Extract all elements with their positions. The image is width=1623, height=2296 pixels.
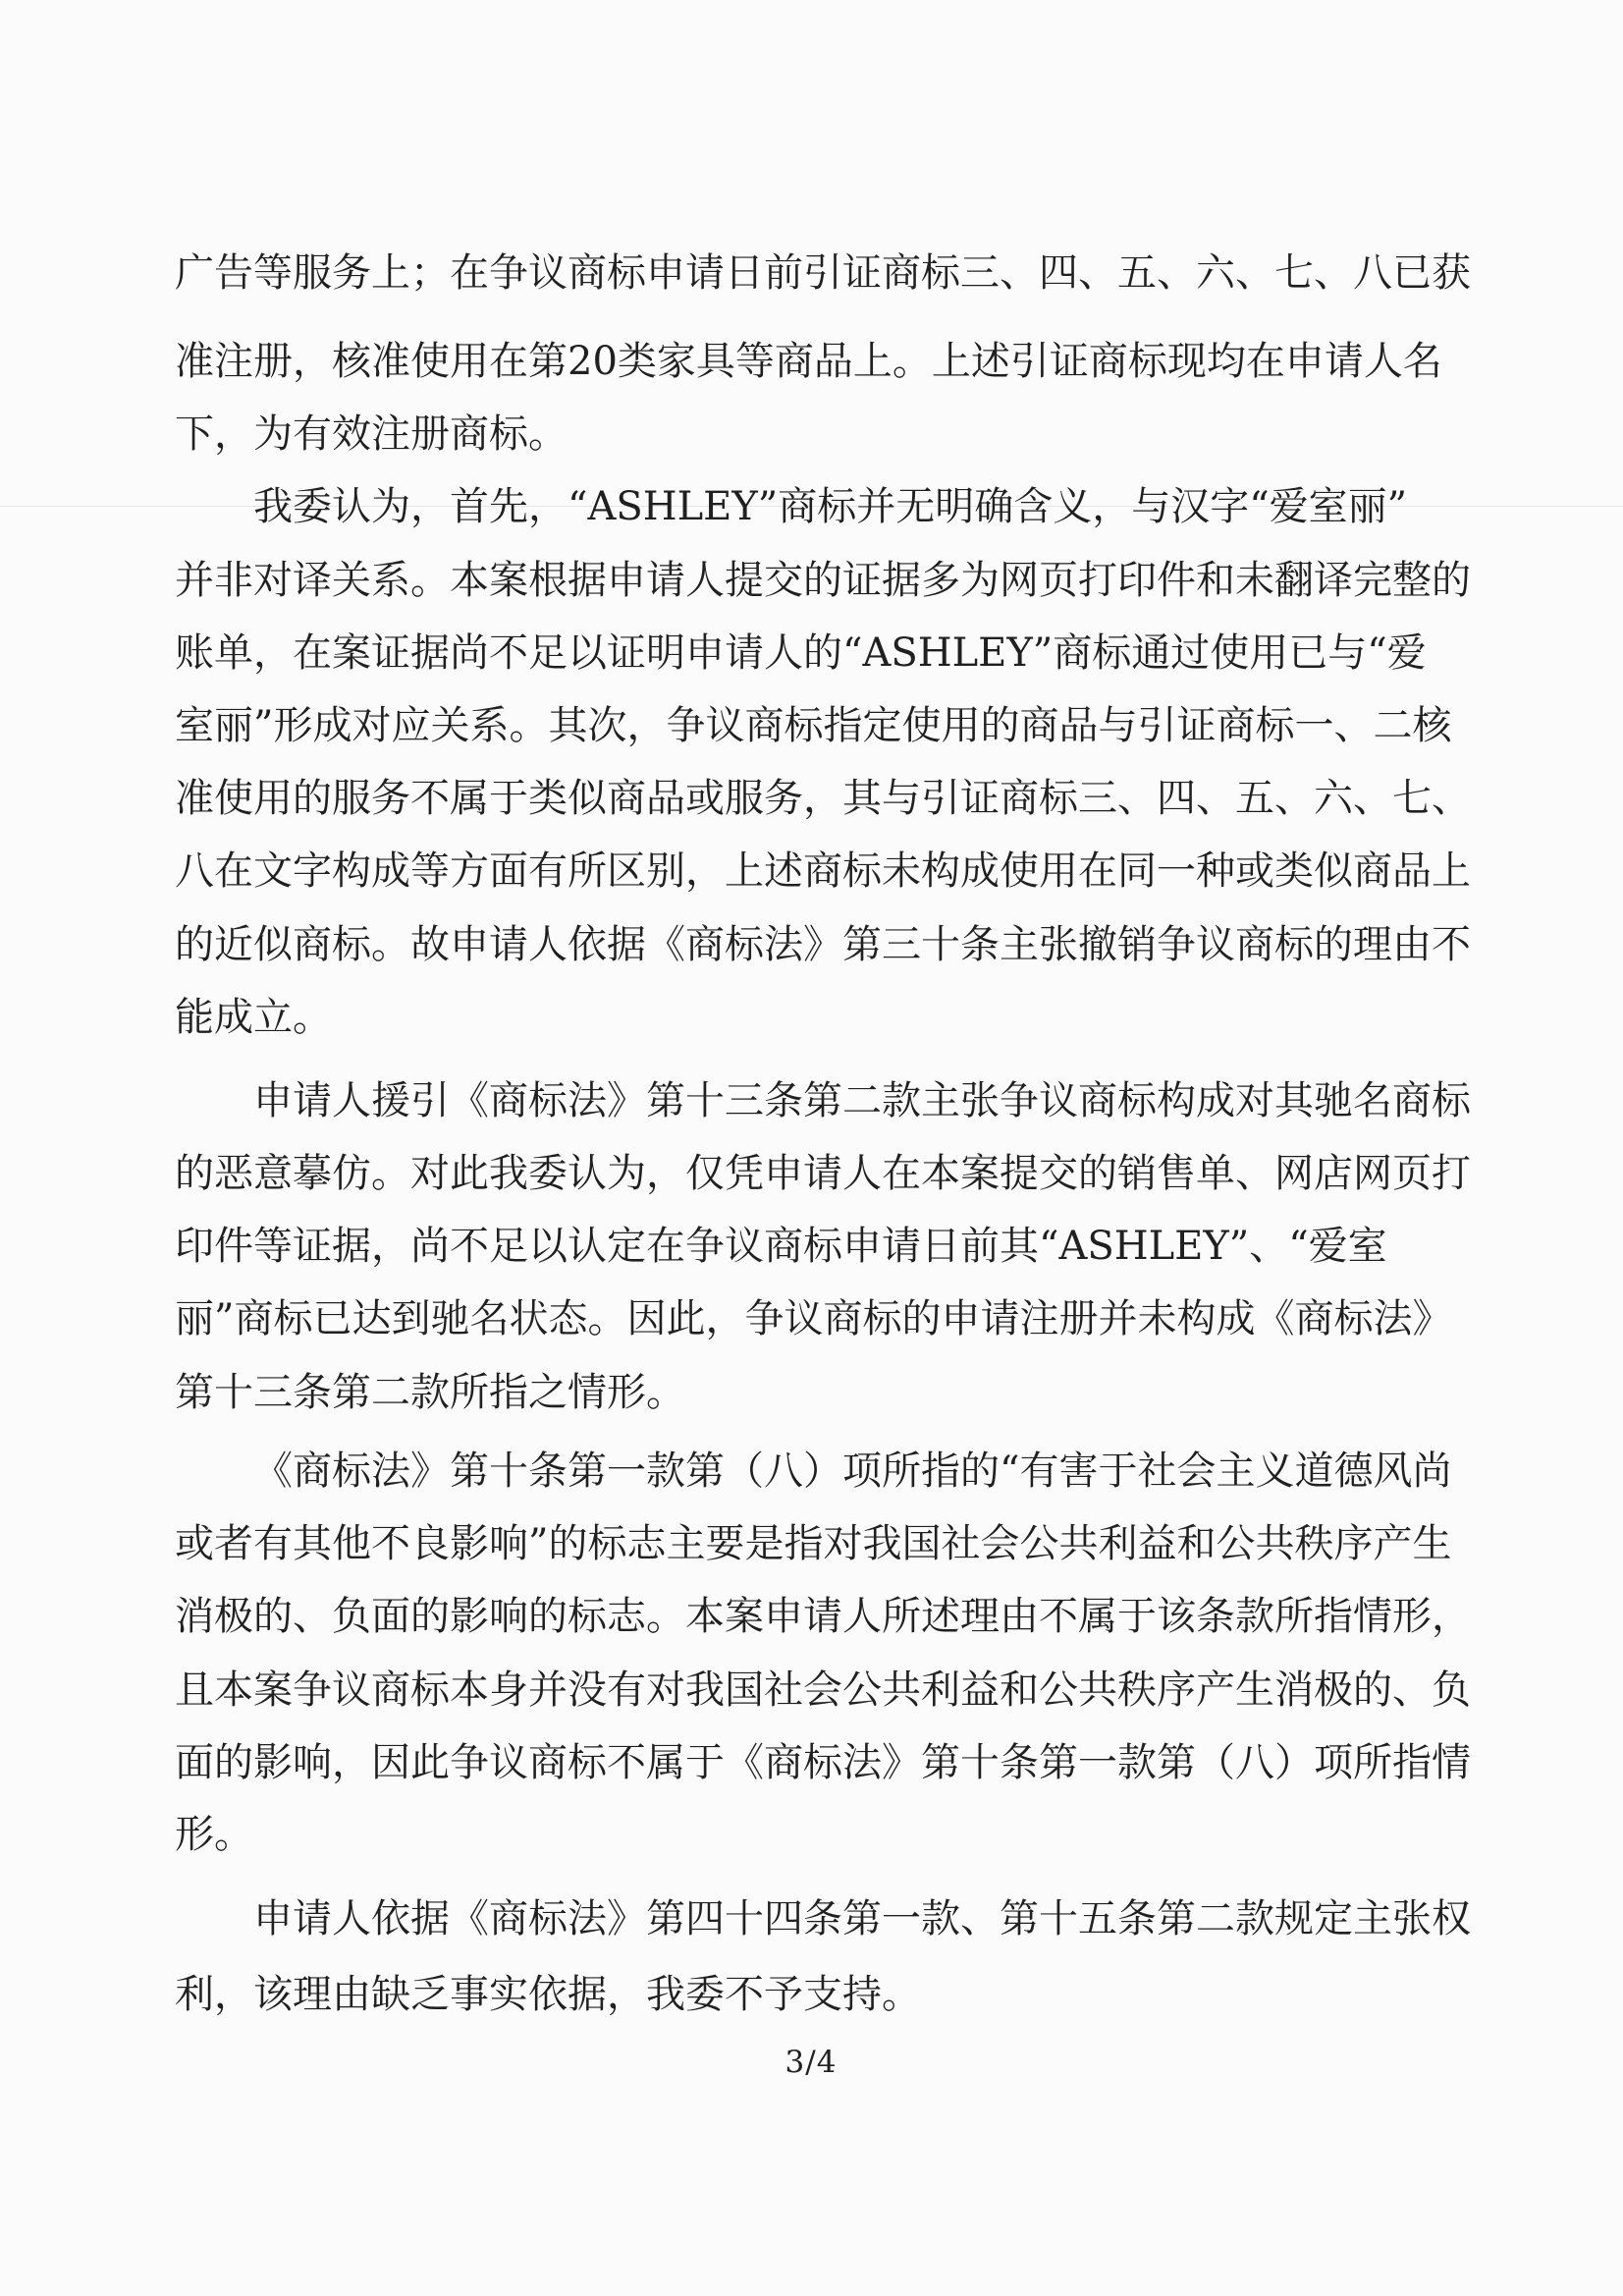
body-line-6: 账单，在案证据尚不足以证明申请人的“ASHLEY”商标通过使用已与“爱	[175, 630, 1427, 676]
body-line-20: 且本案争议商标本身并没有对我国社会公共利益和公共秩序产生消极的、负	[175, 1667, 1471, 1713]
body-line-8: 准使用的服务不属于类似商品或服务，其与引证商标三、四、五、六、七、	[175, 776, 1471, 821]
body-line-2: 准注册，核准使用在第20类家具等商品上。上述引证商标现均在申请人名	[175, 339, 1442, 384]
body-line-16: 第十三条第二款所指之情形。	[175, 1370, 685, 1415]
body-line-14: 印件等证据，尚不足以认定在争议商标申请日前其“ASHLEY”、“爱室	[175, 1224, 1387, 1269]
body-line-7: 室丽”形成对应关系。其次，争议商标指定使用的商品与引证商标一、二核	[175, 703, 1452, 748]
body-line-1: 广告等服务上；在争议商标申请日前引证商标三、四、五、六、七、八已获	[175, 250, 1471, 296]
body-line-15: 丽”商标已达到驰名状态。因此，争议商标的申请注册并未构成《商标法》	[175, 1296, 1452, 1341]
body-line-24: 利，该理由缺乏事实依据，我委不予支持。	[175, 1972, 921, 2017]
body-line-23: 申请人依据《商标法》第四十四条第一款、第十五条第二款规定主张权	[253, 1896, 1471, 1941]
body-line-17: 《商标法》第十条第一款第（八）项所指的“有害于社会主义道德风尚	[253, 1449, 1452, 1494]
body-line-12: 申请人援引《商标法》第十三条第二款主张争议商标构成对其驰名商标	[253, 1078, 1471, 1123]
body-line-9: 八在文字构成等方面有所区别，上述商标未构成使用在同一种或类似商品上	[175, 848, 1471, 894]
body-line-21: 面的影响，因此争议商标不属于《商标法》第十条第一款第（八）项所指情	[175, 1740, 1471, 1785]
body-line-13: 的恶意摹仿。对此我委认为，仅凭申请人在本案提交的销售单、网店网页打	[175, 1151, 1471, 1196]
body-line-10: 的近似商标。故申请人依据《商标法》第三十条主张撤销争议商标的理由不	[175, 922, 1471, 967]
body-line-18: 或者有其他不良影响”的标志主要是指对我国社会公共利益和公共秩序产生	[175, 1521, 1452, 1566]
body-line-22: 形。	[175, 1812, 253, 1857]
page-number: 3/4	[784, 2045, 838, 2080]
body-line-5: 并非对译关系。本案根据申请人提交的证据多为网页打印件和未翻译完整的	[175, 558, 1471, 603]
body-line-11: 能成立。	[175, 995, 332, 1040]
body-line-19: 消极的、负面的影响的标志。本案申请人所述理由不属于该条款所指情形，	[175, 1594, 1471, 1639]
body-line-4: 我委认为，首先，“ASHLEY”商标并无明确含义，与汉字“爱室丽”	[253, 484, 1408, 529]
body-line-3: 下，为有效注册商标。	[175, 411, 568, 457]
